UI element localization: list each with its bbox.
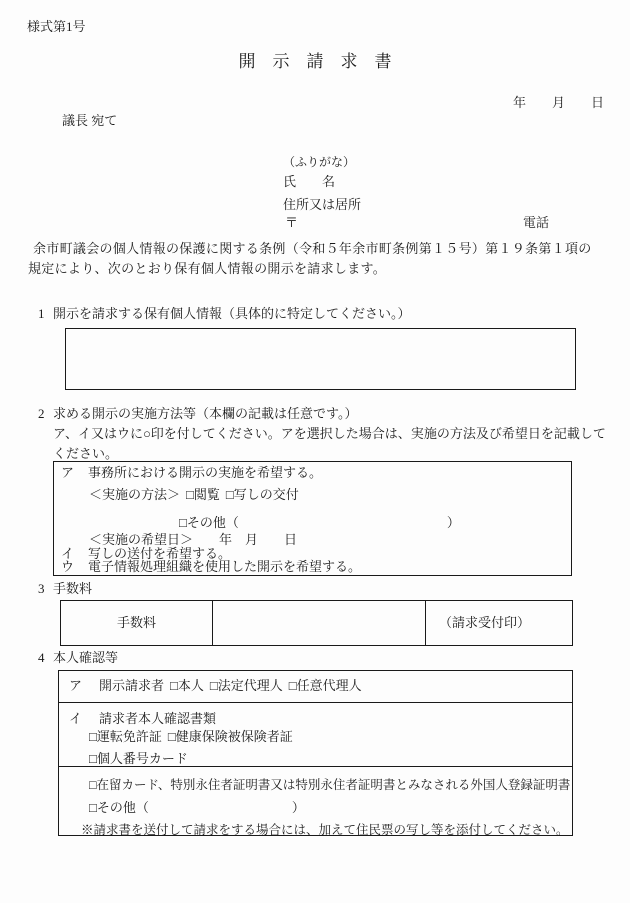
receipt-stamp-cell: （請求受付印） (439, 614, 531, 630)
instruction-line-1: ア、イ又はウに○印を付してください。アを選択した場合は、実施の方法及び希望日を記載して (53, 426, 606, 441)
option-i-circle-target[interactable]: イ (61, 546, 75, 561)
address-label: 住所又は居所 (283, 197, 362, 212)
requester-type-label: 開示請求者 (99, 678, 165, 693)
method-row (89, 488, 299, 503)
section-2-title: 求める開示の実施方法等（本欄の記載は任意です。） (53, 406, 358, 421)
fee-label-cell: 手数料 (61, 601, 213, 645)
mailing-note: ※請求書を送付して請求をする場合には、加えて住民票の写し等を添付してください。 (81, 823, 569, 837)
date-fill-line[interactable]: 年 月 日 (513, 95, 605, 110)
identity-documents-line-1 (89, 730, 293, 745)
option-a-row (61, 466, 322, 481)
checkbox-inspection[interactable]: □閲覧 (186, 487, 220, 502)
section-3-number: 3 (38, 581, 45, 596)
option-a-circle-target[interactable]: ア (61, 465, 75, 480)
addressee-label: 議長 宛て (62, 113, 118, 128)
intro-line-2: 規定により、次のとおり保有個人情報の開示を請求します。 (28, 261, 387, 276)
checkbox-voluntary-representative[interactable]: □任意代理人 (288, 678, 362, 693)
identity-documents-row (59, 702, 572, 766)
option-i-text: 写しの送付を希望する。 (88, 546, 232, 561)
section-3-heading (38, 582, 92, 597)
checkbox-residence-card-line[interactable]: □在留カード、特別永住者証明書又は特別永住者証明書とみなされる外国人登録証明書 (89, 778, 571, 792)
fee-table (60, 600, 573, 646)
phone-label: 電話 (523, 215, 550, 230)
instruction-line-2: ください。 (53, 446, 119, 461)
intro-line-1: 余市町議会の個人情報の保護に関する条例（令和５年余市町条例第１５号）第１９条第１項の (33, 241, 592, 256)
row-a-kana: ア (69, 678, 83, 693)
section-2-number: 2 (38, 406, 45, 421)
postal-mark: 〒 (285, 215, 299, 230)
section-3-title: 手数料 (53, 581, 93, 596)
section-1-title: 開示を請求する保有個人情報（具体的に特定してください。） (53, 306, 411, 321)
implementation-options-box (53, 461, 572, 576)
fee-amount-cell[interactable] (213, 601, 426, 645)
section-4-number: 4 (38, 650, 45, 665)
checkbox-mynumber-card[interactable]: □個人番号カード (89, 751, 188, 766)
foreign-documents-row (59, 766, 572, 837)
option-a-text: 事務所における開示の実施を希望する。 (88, 465, 323, 480)
page-title: 開 示 請 求 書 (238, 52, 392, 71)
section-4-title: 本人確認等 (53, 650, 119, 665)
requester-type-options (99, 679, 362, 694)
checkbox-legal-representative[interactable]: □法定代理人 (209, 678, 283, 693)
checkbox-other-document-line[interactable]: □その他（ ） (89, 800, 305, 815)
row-i-kana: イ (69, 711, 83, 726)
checkbox-health-insurance-card[interactable]: □健康保険被保険者証 (167, 729, 293, 744)
section-1-heading (38, 307, 411, 322)
requester-type-row (59, 671, 572, 702)
option-u-row (61, 560, 361, 575)
section-1-number: 1 (38, 306, 45, 321)
option-u-circle-target[interactable]: ウ (61, 559, 75, 574)
method-label: ＜実施の方法＞ (89, 487, 181, 502)
name-label: 氏 名 (283, 174, 336, 189)
furigana-label: （ふりがな） (283, 155, 356, 169)
checkbox-copy-delivery[interactable]: □写しの交付 (225, 487, 299, 502)
section-2-heading (38, 407, 357, 422)
section-4-heading (38, 651, 118, 666)
option-u-text: 電子情報処理組織を使用した開示を希望する。 (88, 559, 362, 574)
checkbox-other-method-line[interactable]: □その他（ ） (179, 515, 460, 530)
form-code-label: 様式第1号 (27, 19, 86, 34)
requested-info-input-box[interactable] (65, 328, 576, 390)
checkbox-drivers-license[interactable]: □運転免許証 (89, 729, 162, 744)
desired-date-line[interactable]: ＜実施の希望日＞ 年 月 日 (89, 532, 298, 547)
identity-verification-box (58, 670, 573, 836)
identity-documents-title: 請求者本人確認書類 (99, 711, 217, 726)
checkbox-self[interactable]: □本人 (170, 678, 204, 693)
